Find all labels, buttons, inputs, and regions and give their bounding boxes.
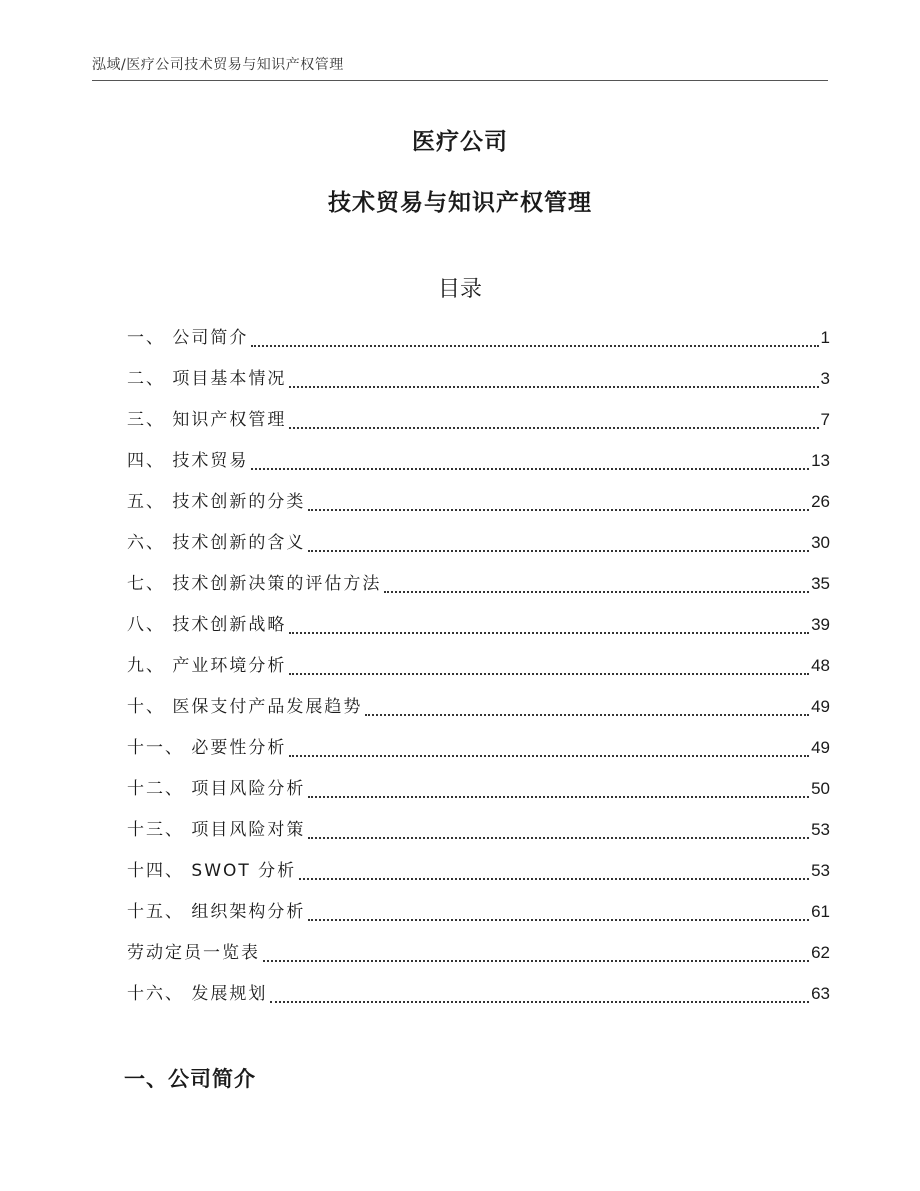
toc-entry[interactable] — [127, 686, 830, 727]
toc-entry-label: 八、 技术创新战略 — [127, 615, 287, 635]
toc-entry[interactable] — [127, 522, 830, 563]
toc-leader-dots — [251, 345, 818, 347]
toc-leader-dots — [289, 427, 818, 429]
toc-entry-page: 53 — [811, 861, 830, 880]
toc-leader-dots — [308, 837, 809, 839]
toc-leader-dots — [289, 673, 809, 675]
toc-entry-page: 49 — [811, 738, 830, 757]
toc-entry-page: 63 — [811, 984, 830, 1003]
toc-entry[interactable] — [127, 727, 830, 768]
toc-entry-page: 7 — [820, 410, 830, 429]
table-of-contents — [127, 317, 830, 1014]
toc-entry-label: 四、 技术贸易 — [127, 451, 249, 471]
toc-entry-page: 26 — [811, 492, 830, 511]
toc-heading: 目录 — [437, 277, 482, 302]
toc-entry[interactable] — [127, 768, 830, 809]
toc-leader-dots — [289, 386, 818, 388]
toc-entry-label: 七、 技术创新决策的评估方法 — [127, 574, 382, 594]
toc-entry-label: 劳动定员一览表 — [127, 943, 260, 963]
toc-entry[interactable] — [127, 932, 830, 973]
toc-leader-dots — [299, 878, 809, 880]
document-title: 医疗公司 — [412, 129, 508, 155]
toc-entry-label: 九、 产业环境分析 — [127, 656, 287, 676]
toc-entry[interactable] — [127, 891, 830, 932]
toc-leader-dots — [289, 755, 809, 757]
toc-leader-dots — [308, 796, 809, 798]
toc-entry-page: 13 — [811, 451, 830, 470]
toc-entry-page: 48 — [811, 656, 830, 675]
toc-entry-page: 61 — [811, 902, 830, 921]
toc-entry[interactable] — [127, 399, 830, 440]
toc-entry[interactable] — [127, 973, 830, 1014]
running-header: 泓域/医疗公司技术贸易与知识产权管理 — [92, 57, 344, 73]
toc-entry-label: 三、 知识产权管理 — [127, 410, 287, 430]
toc-entry-page: 3 — [820, 369, 830, 388]
toc-leader-dots — [308, 919, 809, 921]
toc-entry-label: 十五、 组织架构分析 — [127, 902, 306, 922]
toc-leader-dots — [289, 632, 809, 634]
toc-entry-page: 50 — [811, 779, 830, 798]
toc-entry-label: 十二、 项目风险分析 — [127, 779, 306, 799]
toc-entry-page: 53 — [811, 820, 830, 839]
toc-entry-page: 35 — [811, 574, 830, 593]
toc-entry[interactable] — [127, 850, 830, 891]
toc-entry[interactable] — [127, 317, 830, 358]
toc-entry[interactable] — [127, 645, 830, 686]
toc-entry-label: 五、 技术创新的分类 — [127, 492, 306, 512]
toc-leader-dots — [251, 468, 809, 470]
toc-entry-page: 30 — [811, 533, 830, 552]
toc-entry-page: 62 — [811, 943, 830, 962]
toc-entry[interactable] — [127, 440, 830, 481]
toc-leader-dots — [308, 509, 809, 511]
header-divider — [92, 80, 828, 81]
toc-entry[interactable] — [127, 481, 830, 522]
toc-entry-label: 十六、 发展规划 — [127, 984, 268, 1004]
toc-entry-page: 49 — [811, 697, 830, 716]
toc-leader-dots — [270, 1001, 809, 1003]
toc-entry[interactable] — [127, 358, 830, 399]
toc-entry-label: 十一、 必要性分析 — [127, 738, 287, 758]
toc-leader-dots — [365, 714, 809, 716]
toc-leader-dots — [263, 960, 809, 962]
toc-entry-label: 六、 技术创新的含义 — [127, 533, 306, 553]
document-subtitle: 技术贸易与知识产权管理 — [328, 190, 592, 216]
toc-leader-dots — [308, 550, 809, 552]
toc-entry-label: 十四、 SWOT 分析 — [127, 861, 297, 881]
toc-entry[interactable] — [127, 604, 830, 645]
toc-entry-label: 二、 项目基本情况 — [127, 369, 287, 389]
section-heading: 一、公司简介 — [124, 1067, 256, 1091]
toc-entry-label: 十三、 项目风险对策 — [127, 820, 306, 840]
toc-leader-dots — [384, 591, 809, 593]
toc-entry-label: 十、 医保支付产品发展趋势 — [127, 697, 363, 717]
toc-entry[interactable] — [127, 563, 830, 604]
toc-entry-page: 39 — [811, 615, 830, 634]
toc-entry-page: 1 — [820, 328, 830, 347]
toc-entry-label: 一、 公司简介 — [127, 328, 249, 348]
toc-entry[interactable] — [127, 809, 830, 850]
